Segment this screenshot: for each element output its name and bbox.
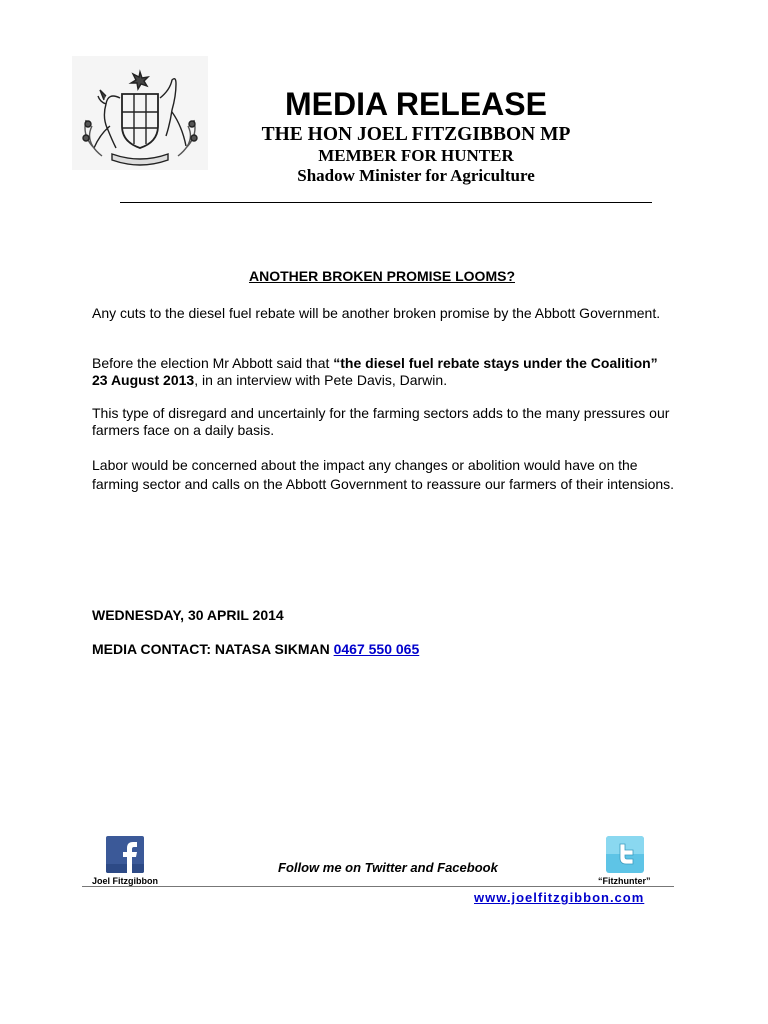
media-contact-label: MEDIA CONTACT: NATASA SIKMAN	[92, 641, 334, 657]
twitter-logo	[606, 836, 644, 873]
release-date: WEDNESDAY, 30 APRIL 2014	[92, 607, 284, 623]
portfolio-title: Shadow Minister for Agriculture	[297, 166, 535, 185]
phone-link[interactable]: 0467 550 065	[333, 641, 420, 657]
paragraph-4: Labor would be concerned about the impact any changes or abolition would have on the farming sector and calls on the Abbott Government to reassure our farmers of their intensions.	[92, 457, 675, 492]
media-contact	[92, 641, 419, 657]
paragraph-2-intro: Before the election Mr Abbott said that	[92, 355, 334, 371]
page-title: MEDIA RELEASE	[285, 86, 547, 122]
paragraph-1: Any cuts to the diesel fuel rebate will be another broken promise by the Abbott Government.	[92, 305, 661, 321]
twitter-handle: “Fitzhunter”	[598, 876, 651, 886]
release-headline: ANOTHER BROKEN PROMISE LOOMS?	[248, 268, 515, 284]
minister-name: THE HON JOEL FITZGIBBON MP	[261, 124, 571, 145]
follow-text: Follow me on Twitter and Facebook	[278, 860, 498, 875]
facebook-logo	[106, 836, 144, 873]
facebook-name: Joel Fitzgibbon	[92, 876, 158, 886]
website-link[interactable]: www.joelfitzgibbon.com	[474, 890, 645, 905]
electorate-name: MEMBER FOR HUNTER	[318, 146, 514, 165]
coat-of-arms-icon	[72, 56, 208, 170]
facebook-icon[interactable]	[106, 836, 144, 873]
footer-divider	[82, 886, 674, 887]
paragraph-2-quote: “the diesel fuel rebate stays under the Coalition” 23 August 2013	[92, 355, 658, 388]
coat-of-arms-drawing	[72, 56, 208, 170]
twitter-icon[interactable]	[606, 836, 644, 873]
paragraph-3: This type of disregard and uncertainly for the farming sectors adds to the many pressures our farmers face on a daily basis.	[92, 405, 670, 438]
paragraph-2	[92, 355, 676, 389]
paragraph-2-source: , in an interview with Pete Davis, Darwin.	[194, 372, 448, 388]
header-divider	[120, 202, 652, 203]
